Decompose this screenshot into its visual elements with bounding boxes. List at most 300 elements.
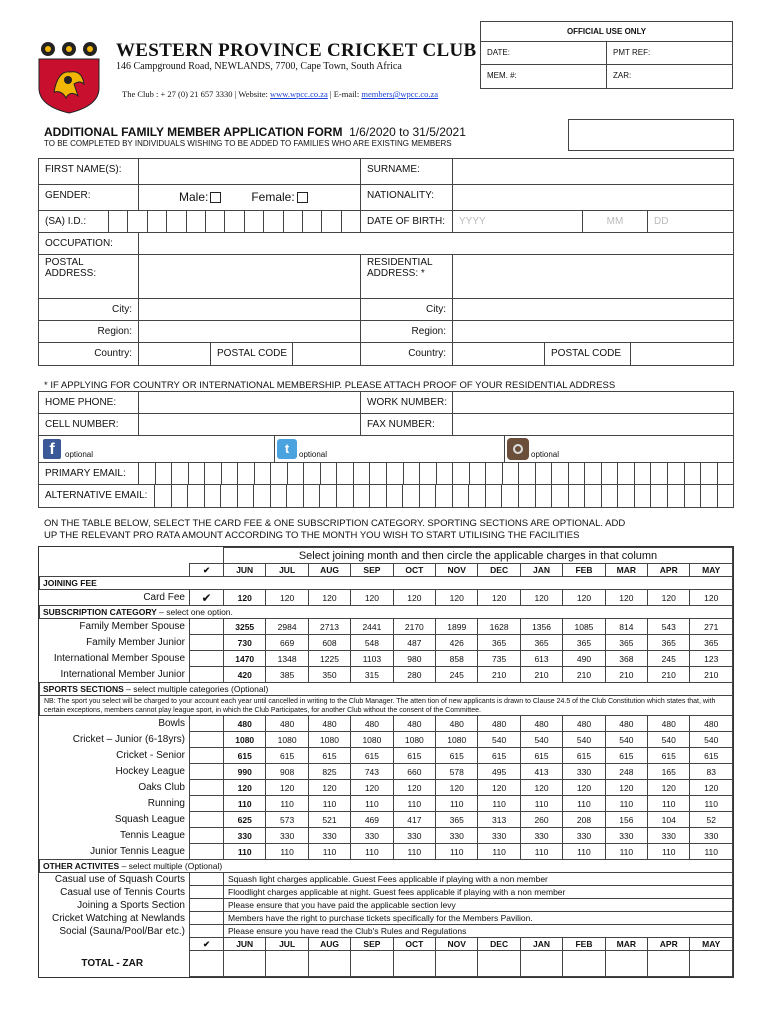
fee-value[interactable]: 615 [563, 748, 605, 764]
subscription-section-title: SUBSCRIPTION CATEGORY [43, 607, 157, 617]
surname-input[interactable] [453, 159, 733, 184]
fee-value[interactable]: 578 [436, 764, 478, 780]
fee-value[interactable]: 669 [266, 635, 308, 651]
id-number-grid[interactable] [109, 211, 361, 232]
sports-row-check[interactable] [190, 796, 224, 812]
fee-value[interactable]: 615 [351, 748, 393, 764]
facebook-icon: f [43, 439, 61, 459]
fee-value[interactable]: 120 [436, 590, 478, 606]
fee-value[interactable]: 608 [308, 635, 350, 651]
sports-row-check[interactable] [190, 764, 224, 780]
month-jul[interactable]: JUL [266, 938, 308, 951]
fee-value[interactable]: 480 [308, 716, 350, 732]
fee-value[interactable]: 426 [436, 635, 478, 651]
fee-value[interactable]: 120 [351, 590, 393, 606]
fee-value[interactable]: 110 [308, 796, 350, 812]
fee-value[interactable]: 110 [436, 844, 478, 860]
sports-row-label: Squash League [40, 812, 190, 828]
fee-value[interactable]: 330 [224, 828, 266, 844]
fee-value[interactable]: 330 [393, 828, 435, 844]
subscription-section-note: – select one option. [156, 607, 233, 617]
month-apr[interactable]: APR [648, 564, 690, 577]
total-cell[interactable] [266, 951, 308, 977]
occupation-input[interactable] [139, 233, 733, 254]
fee-value[interactable]: 365 [648, 635, 690, 651]
postal-country-label: Country: [39, 343, 139, 365]
fee-value[interactable]: 330 [520, 828, 562, 844]
home-phone-input[interactable] [139, 392, 361, 413]
month-feb[interactable]: FEB [563, 938, 605, 951]
fee-value[interactable]: 110 [563, 796, 605, 812]
other-activity-note: Floodlight charges applicable at night. Guest fees applicable if playing with a non member [224, 886, 733, 899]
fee-value[interactable]: 110 [266, 844, 308, 860]
fee-value[interactable]: 165 [648, 764, 690, 780]
instructions-line1: ON THE TABLE BELOW, SELECT THE CARD FEE & ONE SUBSCRIPTION CATEGORY. SPORTING SECTIONS ARE OPTIONAL. ADD [44, 518, 626, 529]
month-may[interactable]: MAY [690, 938, 733, 951]
residential-address-input[interactable] [453, 255, 733, 298]
fee-value[interactable]: 210 [648, 667, 690, 683]
primary-email-grid[interactable] [139, 463, 733, 484]
sports-section-cell [40, 683, 733, 696]
nationality-input[interactable] [453, 185, 733, 210]
fee-value[interactable]: 825 [308, 764, 350, 780]
total-row [40, 951, 733, 977]
fee-value[interactable]: 315 [351, 667, 393, 683]
res-postal-code-input[interactable] [631, 343, 733, 365]
month-jun[interactable]: JUN [224, 564, 266, 577]
month-jan[interactable]: JAN [520, 564, 562, 577]
email-prefix: | E-mail: [327, 89, 362, 99]
fee-value[interactable]: 1080 [393, 732, 435, 748]
dob-year[interactable]: YYYY [453, 211, 583, 232]
total-cell[interactable] [605, 951, 647, 977]
fee-value[interactable]: 980 [393, 651, 435, 667]
fee-value[interactable]: 120 [605, 590, 647, 606]
postal-city-label: City: [39, 299, 139, 320]
fee-value[interactable]: 120 [266, 590, 308, 606]
total-cell[interactable] [436, 951, 478, 977]
home-phone-label: HOME PHONE: [39, 392, 139, 413]
fee-value[interactable]: 480 [436, 716, 478, 732]
other-activity-check[interactable] [190, 873, 224, 886]
fee-value[interactable]: 413 [520, 764, 562, 780]
fee-value[interactable]: 743 [351, 764, 393, 780]
fee-value[interactable]: 814 [605, 619, 647, 635]
fee-value[interactable]: 104 [648, 812, 690, 828]
fee-value[interactable]: 1080 [308, 732, 350, 748]
fee-value[interactable]: 210 [690, 667, 733, 683]
dob-month[interactable]: MM [583, 211, 648, 232]
fee-value[interactable]: 330 [690, 828, 733, 844]
total-cell[interactable] [224, 951, 266, 977]
sports-row-check[interactable] [190, 844, 224, 860]
photo-box[interactable] [568, 119, 734, 151]
other-activities-section-note: – select multiple (Optional) [119, 861, 223, 871]
month-nov[interactable]: NOV [436, 564, 478, 577]
club-crest-logo [36, 40, 102, 114]
fee-value[interactable]: 540 [520, 732, 562, 748]
month-jul[interactable]: JUL [266, 564, 308, 577]
subscription-section [40, 606, 733, 619]
sports-row-check[interactable] [190, 780, 224, 796]
fee-value[interactable]: 123 [690, 651, 733, 667]
fee-value[interactable]: 120 [478, 780, 520, 796]
fee-value[interactable]: 613 [520, 651, 562, 667]
fee-value[interactable]: 120 [520, 590, 562, 606]
fee-value[interactable]: 83 [690, 764, 733, 780]
fee-value[interactable]: 110 [648, 844, 690, 860]
sports-row-check[interactable] [190, 812, 224, 828]
fee-value[interactable]: 480 [266, 716, 308, 732]
total-cell[interactable] [563, 951, 605, 977]
fee-value[interactable]: 615 [436, 748, 478, 764]
sports-row-check[interactable] [190, 748, 224, 764]
fee-value[interactable]: 615 [224, 748, 266, 764]
fee-value[interactable]: 110 [563, 844, 605, 860]
fee-value[interactable]: 110 [478, 844, 520, 860]
fee-value[interactable]: 615 [478, 748, 520, 764]
first-names-input[interactable] [139, 159, 361, 184]
total-cell[interactable] [648, 951, 690, 977]
fee-value[interactable]: 330 [266, 828, 308, 844]
fee-value[interactable]: 1080 [351, 732, 393, 748]
official-date[interactable]: DATE: [481, 42, 607, 64]
fee-value[interactable]: 280 [393, 667, 435, 683]
fee-value[interactable]: 120 [563, 780, 605, 796]
work-number-input[interactable] [453, 392, 733, 413]
fee-value[interactable]: 490 [563, 651, 605, 667]
fee-value[interactable]: 156 [605, 812, 647, 828]
fee-value[interactable]: 2713 [308, 619, 350, 635]
fee-value[interactable]: 480 [478, 716, 520, 732]
fee-value[interactable]: 480 [648, 716, 690, 732]
subscription-row-check[interactable] [190, 667, 224, 683]
sports-row [40, 764, 733, 780]
total-cell[interactable] [690, 951, 733, 977]
fee-value[interactable]: 420 [224, 667, 266, 683]
month-aug[interactable]: AUG [308, 564, 350, 577]
fee-value[interactable]: 260 [520, 812, 562, 828]
fee-value[interactable]: 330 [308, 828, 350, 844]
international-note: * IF APPLYING FOR COUNTRY OR INTERNATIONAL MEMBERSHIP. PLEASE ATTACH PROOF OF YOUR RESIDENTIAL ADDRESS [44, 380, 616, 391]
fee-value[interactable]: 417 [393, 812, 435, 828]
fee-value[interactable]: 548 [351, 635, 393, 651]
official-zar[interactable]: ZAR: [613, 71, 632, 80]
fee-value[interactable]: 120 [393, 780, 435, 796]
month-mar[interactable]: MAR [605, 938, 647, 951]
postal-city-input[interactable] [139, 299, 361, 320]
fee-value[interactable]: 248 [605, 764, 647, 780]
fee-value[interactable]: 1348 [266, 651, 308, 667]
other-activity-label: Joining a Sports Section [40, 899, 190, 912]
form-title [44, 125, 466, 139]
fee-value[interactable]: 480 [520, 716, 562, 732]
fee-value[interactable]: 625 [224, 812, 266, 828]
month-feb[interactable]: FEB [563, 564, 605, 577]
fee-value[interactable]: 365 [520, 635, 562, 651]
fee-value[interactable]: 480 [224, 716, 266, 732]
female-label: Female: [251, 190, 295, 204]
twitter-optional: optional [299, 450, 328, 459]
fee-value[interactable]: 1899 [436, 619, 478, 635]
fee-value[interactable]: 120 [393, 590, 435, 606]
fee-value[interactable]: 120 [308, 590, 350, 606]
fee-value[interactable]: 110 [520, 844, 562, 860]
fee-value[interactable]: 110 [393, 844, 435, 860]
other-activity-note: Please ensure you have read the Club's Rules and Regulations [224, 925, 733, 938]
other-activity-check[interactable] [190, 899, 224, 912]
fee-value[interactable]: 1628 [478, 619, 520, 635]
fee-value[interactable]: 1356 [520, 619, 562, 635]
fee-value[interactable]: 110 [351, 796, 393, 812]
dob-day[interactable]: DD [654, 216, 669, 227]
fee-value[interactable]: 365 [436, 812, 478, 828]
fee-value[interactable]: 210 [520, 667, 562, 683]
fee-value[interactable]: 210 [563, 667, 605, 683]
cell-number-input[interactable] [139, 414, 361, 435]
month-oct[interactable]: OCT [393, 938, 435, 951]
fee-value[interactable]: 120 [690, 780, 733, 796]
fee-value[interactable]: 1103 [351, 651, 393, 667]
fee-value[interactable]: 330 [563, 828, 605, 844]
fee-value[interactable]: 110 [520, 796, 562, 812]
other-activity-check[interactable] [190, 912, 224, 925]
sports-row [40, 780, 733, 796]
sports-row-check[interactable] [190, 732, 224, 748]
fee-value[interactable]: 110 [351, 844, 393, 860]
fee-value[interactable]: 365 [690, 635, 733, 651]
fee-value[interactable]: 110 [266, 796, 308, 812]
fee-value[interactable]: 120 [563, 590, 605, 606]
fee-value[interactable]: 908 [266, 764, 308, 780]
subscription-row-check[interactable] [190, 635, 224, 651]
fee-value[interactable]: 540 [478, 732, 520, 748]
facebook-field[interactable] [39, 436, 275, 462]
postal-code-input[interactable] [293, 343, 361, 365]
sports-row [40, 732, 733, 748]
fee-value[interactable]: 540 [605, 732, 647, 748]
male-checkbox[interactable] [210, 192, 221, 203]
fee-value[interactable]: 110 [690, 796, 733, 812]
fee-value[interactable]: 1470 [224, 651, 266, 667]
fee-value[interactable]: 350 [308, 667, 350, 683]
postal-code-label: POSTAL CODE [211, 343, 293, 365]
website-link[interactable]: www.wpcc.co.za [270, 89, 328, 99]
fee-value[interactable]: 735 [478, 651, 520, 667]
fee-value[interactable]: 495 [478, 764, 520, 780]
email-link[interactable]: members@wpcc.co.za [361, 89, 439, 99]
fee-value[interactable]: 480 [690, 716, 733, 732]
postal-country-input[interactable] [139, 343, 211, 365]
fee-value[interactable]: 540 [690, 732, 733, 748]
fee-value[interactable]: 330 [563, 764, 605, 780]
month-apr[interactable]: APR [648, 938, 690, 951]
total-cell[interactable] [351, 951, 393, 977]
fee-value[interactable]: 365 [563, 635, 605, 651]
fee-value[interactable]: 120 [308, 780, 350, 796]
fee-value[interactable]: 245 [436, 667, 478, 683]
fee-value[interactable]: 120 [436, 780, 478, 796]
res-city-input[interactable] [453, 299, 733, 320]
fee-value[interactable]: 208 [563, 812, 605, 828]
fee-value[interactable]: 615 [605, 748, 647, 764]
fee-value[interactable]: 330 [648, 828, 690, 844]
fee-value[interactable]: 1225 [308, 651, 350, 667]
fee-value[interactable]: 110 [436, 796, 478, 812]
instagram-icon [507, 438, 529, 460]
month-dec[interactable]: DEC [478, 564, 520, 577]
fee-value[interactable]: 2170 [393, 619, 435, 635]
sports-row-label: Hockey League [40, 764, 190, 780]
total-cell[interactable] [308, 951, 350, 977]
fee-value[interactable]: 540 [648, 732, 690, 748]
month-dec[interactable]: DEC [478, 938, 520, 951]
fee-value[interactable]: 480 [393, 716, 435, 732]
res-region-input[interactable] [453, 321, 733, 342]
card-fee-row-check[interactable]: ✔ [190, 590, 224, 606]
sports-row-check[interactable] [190, 828, 224, 844]
fee-value[interactable]: 480 [351, 716, 393, 732]
fee-value[interactable]: 1080 [266, 732, 308, 748]
fee-value[interactable]: 120 [690, 590, 733, 606]
alternative-email-grid[interactable] [155, 485, 733, 507]
month-oct[interactable]: OCT [393, 564, 435, 577]
instagram-field[interactable] [505, 436, 733, 462]
fee-value[interactable]: 2441 [351, 619, 393, 635]
month-sep[interactable]: SEP [351, 938, 393, 951]
other-activity-check[interactable] [190, 925, 224, 938]
fee-value[interactable]: 368 [605, 651, 647, 667]
fee-value[interactable]: 487 [393, 635, 435, 651]
fee-value[interactable]: 120 [605, 780, 647, 796]
fee-value[interactable]: 120 [266, 780, 308, 796]
fee-value[interactable]: 3255 [224, 619, 266, 635]
other-activity-check[interactable] [190, 886, 224, 899]
primary-email-label: PRIMARY EMAIL: [39, 463, 139, 484]
fee-value[interactable]: 313 [478, 812, 520, 828]
official-pmt-ref[interactable]: PMT REF: [613, 48, 651, 57]
alternative-email-label: ALTERNATIVE EMAIL: [39, 485, 155, 507]
fee-value[interactable]: 730 [224, 635, 266, 651]
fee-value[interactable]: 385 [266, 667, 308, 683]
fee-value[interactable]: 210 [605, 667, 647, 683]
fee-value[interactable]: 615 [648, 748, 690, 764]
fee-value[interactable]: 52 [690, 812, 733, 828]
postal-region-input[interactable] [139, 321, 361, 342]
fee-value[interactable]: 245 [648, 651, 690, 667]
surname-label: SURNAME: [361, 159, 453, 184]
fee-value[interactable]: 2984 [266, 619, 308, 635]
fee-value[interactable]: 120 [648, 780, 690, 796]
fee-value[interactable]: 110 [224, 844, 266, 860]
official-mem[interactable]: MEM. #: [481, 65, 607, 88]
other-activity-label: Cricket Watching at Newlands [40, 912, 190, 925]
month-sep[interactable]: SEP [351, 564, 393, 577]
fee-value[interactable]: 120 [478, 590, 520, 606]
fee-value[interactable]: 120 [648, 590, 690, 606]
fee-value[interactable]: 365 [605, 635, 647, 651]
month-mar[interactable]: MAR [605, 564, 647, 577]
fee-value[interactable]: 615 [266, 748, 308, 764]
fee-value[interactable]: 521 [308, 812, 350, 828]
fee-value[interactable]: 543 [648, 619, 690, 635]
fee-value[interactable]: 330 [605, 828, 647, 844]
twitter-field[interactable] [275, 436, 505, 462]
subscription-row-check[interactable] [190, 619, 224, 635]
fee-value[interactable]: 271 [690, 619, 733, 635]
month-aug[interactable]: AUG [308, 938, 350, 951]
fee-value[interactable]: 615 [690, 748, 733, 764]
personal-details [38, 158, 734, 366]
res-postal-code-label: POSTAL CODE [545, 343, 631, 365]
female-checkbox[interactable] [297, 192, 308, 203]
dob-label: DATE OF BIRTH: [361, 211, 453, 232]
fee-value[interactable]: 615 [308, 748, 350, 764]
fee-value[interactable]: 365 [478, 635, 520, 651]
subscription-row-check[interactable] [190, 651, 224, 667]
total-check[interactable] [190, 951, 224, 977]
fee-value[interactable]: 858 [436, 651, 478, 667]
fee-value[interactable]: 110 [308, 844, 350, 860]
fee-value[interactable]: 660 [393, 764, 435, 780]
fee-value[interactable]: 110 [648, 796, 690, 812]
fee-value[interactable]: 469 [351, 812, 393, 828]
fee-value[interactable]: 330 [478, 828, 520, 844]
fee-value[interactable]: 120 [224, 780, 266, 796]
fee-value[interactable]: 110 [478, 796, 520, 812]
fee-value[interactable]: 110 [605, 844, 647, 860]
fee-value[interactable]: 330 [436, 828, 478, 844]
work-number-label: WORK NUMBER: [361, 392, 453, 413]
postal-address-input[interactable] [139, 255, 361, 298]
subscription-row [40, 619, 733, 635]
fee-value[interactable]: 1080 [224, 732, 266, 748]
other-activities-section-cell [40, 860, 733, 873]
res-country-input[interactable] [453, 343, 545, 365]
month-jan[interactable]: JAN [520, 938, 562, 951]
fee-value[interactable]: 990 [224, 764, 266, 780]
fee-value[interactable]: 615 [393, 748, 435, 764]
fee-value[interactable]: 480 [605, 716, 647, 732]
fee-value[interactable]: 120 [520, 780, 562, 796]
club-name: WESTERN PROVINCE CRICKET CLUB [116, 40, 477, 61]
fee-value[interactable]: 110 [690, 844, 733, 860]
fee-value[interactable]: 110 [393, 796, 435, 812]
fee-value[interactable]: 480 [563, 716, 605, 732]
fee-value[interactable]: 120 [224, 590, 266, 606]
fee-value[interactable]: 120 [351, 780, 393, 796]
fax-number-input[interactable] [453, 414, 733, 435]
fee-value[interactable]: 330 [351, 828, 393, 844]
month-may[interactable]: MAY [690, 564, 733, 577]
fee-value[interactable]: 1080 [436, 732, 478, 748]
fee-value[interactable]: 110 [605, 796, 647, 812]
sports-row [40, 748, 733, 764]
fee-value[interactable]: 615 [520, 748, 562, 764]
month-jun[interactable]: JUN [224, 938, 266, 951]
fee-value[interactable]: 210 [478, 667, 520, 683]
fee-value[interactable]: 540 [563, 732, 605, 748]
sports-row-check[interactable] [190, 716, 224, 732]
total-cell[interactable] [393, 951, 435, 977]
total-cell[interactable] [520, 951, 562, 977]
fee-value[interactable]: 110 [224, 796, 266, 812]
month-nov[interactable]: NOV [436, 938, 478, 951]
fee-value[interactable]: 573 [266, 812, 308, 828]
fee-value[interactable]: 1085 [563, 619, 605, 635]
total-cell[interactable] [478, 951, 520, 977]
sports-nb-row [40, 696, 733, 716]
